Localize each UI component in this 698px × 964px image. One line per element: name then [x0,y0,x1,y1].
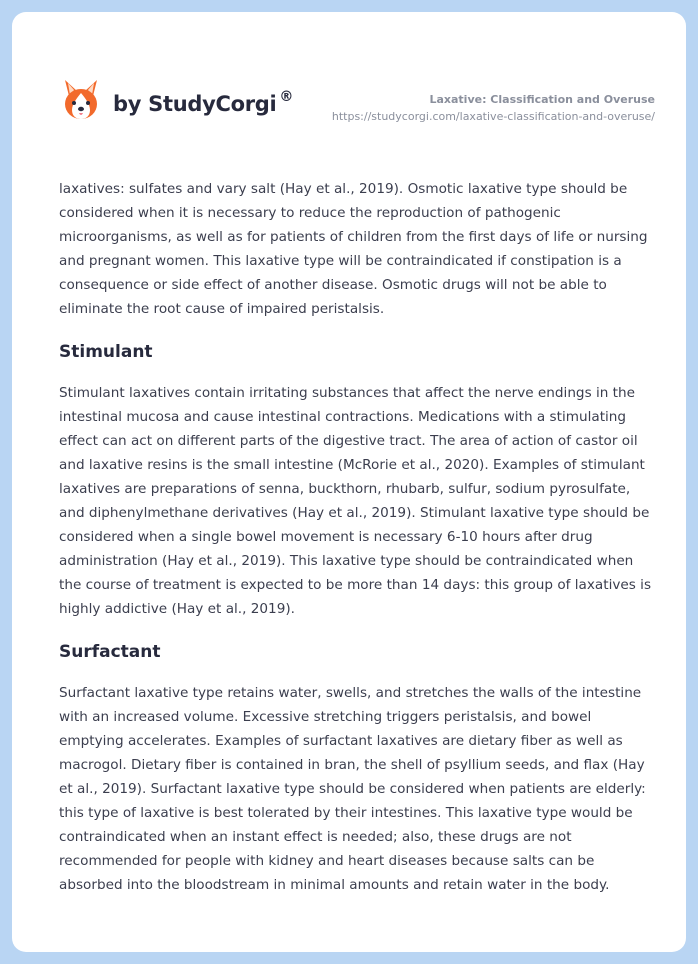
corgi-logo-icon[interactable] [60,76,102,122]
article-body [59,177,659,897]
page-header [12,12,686,152]
document-title: Laxative: Classification and Overuse [429,93,655,106]
intro-paragraph: laxatives: sulfates and vary salt (Hay et al., 2019). Osmotic laxative type should be considered when it is necessary to reduce the reproduction of pathogenic microorganisms, as well as for patients of children from the first days of life or nursing and pregnant women. This laxative type will be contraindicated if constipation is a consequence or side effect of another disease. Osmotic drugs will not be able to eliminate the root cause of impaired peristalsis. [59,181,648,318]
section-heading-stimulant: Stimulant [59,341,153,362]
section-paragraph-surfactant: Surfactant laxative type retains water, swells, and stretches the walls of the intestine with an increased volume. Excessive stretching triggers peristalsis, and bowel emptying accelerates. Examples of surfactant laxatives are dietary fiber as well as macrogol. Dietary fiber is contained in bran, the shell of psyllium seeds, and flax (Hay et al., 2019). Surfactant laxative type should be considered when patients are elderly: this type of laxative is best tolerated by their intestines. This laxative type would be contraindicated when an instant effect is needed; also, these drugs are not recommended for people with kidney and heart diseases because salts can be absorbed into the bloodstream in minimal amounts and retain water in the body. [59,684,646,894]
brand-name[interactable] [113,89,294,116]
brand-text: by StudyCorgi [113,92,277,116]
registered-mark: ® [279,89,294,105]
section-heading-surfactant: Surfactant [59,641,161,662]
section-paragraph-stimulant: Stimulant laxatives contain irritating substances that affect the nerve endings in the intestinal mucosa and cause intestinal contractions. Medications with a stimulating effect can act on different parts of the digestive tract. The area of action of castor oil and laxative resins is the small intestine (McRorie et al., 2020). Examples of stimulant laxatives are preparations of senna, buckthorn, rhubarb, sulfur, sodium pyrosulfate, and diphenylmethane derivatives (Hay et al., 2019). Stimulant laxative type should be considered when a single bowel movement is necessary 6-10 hours after drug administration (Hay et al., 2019). This laxative type should be contraindicated when the course of treatment is expected to be more than 14 days: this group of laxatives is highly addictive (Hay et al., 2019). [59,384,652,618]
document-url[interactable]: https://studycorgi.com/laxative-classification-and-overuse/ [331,110,655,123]
document-page [12,12,686,952]
